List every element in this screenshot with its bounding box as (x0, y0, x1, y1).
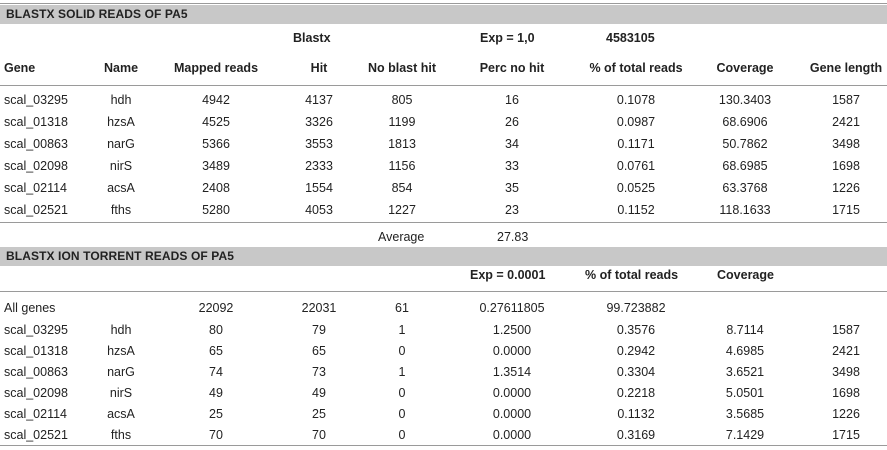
table-cell: 65 (312, 344, 326, 358)
table-cell: 3326 (305, 115, 333, 129)
table-cell: narG (107, 137, 135, 151)
table-cell: 1227 (388, 203, 416, 217)
table-cell: 0.27611805 (479, 301, 545, 315)
table-cell: scal_02521 (4, 203, 68, 217)
column-header: % of total reads (589, 61, 683, 75)
column-header: Coverage (716, 61, 774, 75)
solid-total-reads: 4583105 (606, 31, 655, 45)
table-cell: 65 (209, 344, 223, 358)
column-header: Gene (4, 61, 36, 75)
table-cell: 3.5685 (725, 407, 765, 421)
table-cell: 1199 (388, 115, 416, 129)
table-cell: 16 (505, 93, 519, 107)
table-cell: 63.3768 (722, 181, 768, 195)
table-cell: All genes (4, 301, 56, 315)
table-cell: 0.0000 (492, 428, 532, 442)
column-header: Perc no hit (479, 61, 545, 75)
table-cell: 68.6906 (722, 115, 768, 129)
table-cell: 1698 (832, 386, 860, 400)
table-cell: 0.3576 (616, 323, 656, 337)
table-cell: narG (107, 365, 135, 379)
solid-column-headers (0, 57, 887, 79)
ion-section-title: BLASTX ION TORRENT READS OF PA5 (0, 247, 887, 266)
table-cell: 2421 (832, 344, 860, 358)
table-cell: 5.0501 (725, 386, 765, 400)
table-cell: 1 (398, 323, 406, 337)
table-cell: 70 (209, 428, 223, 442)
table-cell: scal_01318 (4, 344, 68, 358)
table-cell: nirS (109, 386, 133, 400)
table-cell: 22092 (198, 301, 234, 315)
table-cell: 1698 (832, 159, 860, 173)
table-cell: 805 (391, 93, 413, 107)
table-cell: 4053 (305, 203, 333, 217)
table-cell: 61 (395, 301, 409, 315)
table-cell: 0.1171 (617, 137, 655, 151)
column-header: Gene length (809, 61, 883, 75)
table-cell: hdh (110, 323, 132, 337)
table-cell: 1.3514 (492, 365, 532, 379)
table-cell: 1226 (832, 407, 860, 421)
average-label: Average (378, 230, 425, 244)
table-cell: hzsA (107, 344, 135, 358)
table-cell: 0.1078 (616, 93, 656, 107)
table-row (0, 340, 887, 362)
blastx-label: Blastx (293, 31, 331, 45)
table-cell: 0 (398, 386, 406, 400)
table-cell: 3498 (832, 137, 860, 151)
table-cell: 99.723882 (606, 301, 666, 315)
table-row (0, 382, 887, 404)
table-cell: 0.0000 (492, 344, 532, 358)
column-header: No blast hit (367, 61, 437, 75)
table-cell: hzsA (107, 115, 135, 129)
table-cell: scal_03295 (4, 93, 68, 107)
table-cell: 1156 (388, 159, 416, 173)
table-cell: scal_00863 (4, 365, 68, 379)
table-cell: 22031 (301, 301, 337, 315)
table-cell: 0.0987 (616, 115, 656, 129)
table-cell: 2421 (832, 115, 860, 129)
column-header: Mapped reads (173, 61, 259, 75)
table-cell: 3489 (202, 159, 230, 173)
table-cell: 35 (505, 181, 519, 195)
solid-exp-label: Exp = 1,0 (480, 31, 535, 45)
ion-header-rule (0, 291, 887, 292)
table-cell: 7.1429 (725, 428, 765, 442)
table-cell: nirS (109, 159, 133, 173)
ion-coverage-label: Coverage (717, 268, 774, 282)
table-cell: 4525 (202, 115, 230, 129)
table-cell: 2333 (305, 159, 333, 173)
table-cell: scal_02521 (4, 428, 68, 442)
table-cell: 3.6521 (725, 365, 765, 379)
table-cell: acsA (107, 181, 135, 195)
table-row (0, 403, 887, 425)
ion-total-label: % of total reads (585, 268, 679, 282)
table-cell: 4942 (202, 93, 230, 107)
table-cell: 25 (209, 407, 223, 421)
solid-header-rule (0, 85, 887, 86)
table-cell: 8.7114 (726, 323, 764, 337)
all-genes-row (0, 297, 887, 319)
table-cell: 1554 (305, 181, 333, 195)
table-row (0, 155, 887, 177)
table-cell: scal_00863 (4, 137, 68, 151)
solid-section-title: BLASTX SOLID READS OF PA5 (0, 5, 887, 24)
table-cell: 5366 (202, 137, 230, 151)
table-cell: 23 (505, 203, 519, 217)
average-value: 27.83 (497, 230, 529, 244)
table-cell: 33 (505, 159, 519, 173)
table-cell: acsA (107, 407, 135, 421)
solid-bottom-rule (0, 222, 887, 223)
table-cell: 0.2218 (616, 386, 656, 400)
table-cell: 130.3403 (718, 93, 772, 107)
table-cell: 1226 (832, 181, 860, 195)
table-cell: scal_01318 (4, 115, 68, 129)
table-cell: 70 (312, 428, 326, 442)
solid-header-top (0, 27, 887, 49)
table-cell: 854 (391, 181, 413, 195)
table-cell: 73 (312, 365, 326, 379)
table-cell: 74 (209, 365, 223, 379)
table-cell: 0.1152 (617, 203, 655, 217)
table-row (0, 361, 887, 383)
table-cell: 1587 (832, 323, 860, 337)
table-cell: 49 (312, 386, 326, 400)
table-row (0, 177, 887, 199)
table-row (0, 319, 887, 341)
table-cell: 26 (505, 115, 519, 129)
top-rule (0, 3, 887, 4)
table-cell: scal_02098 (4, 386, 68, 400)
table-cell: 0.0761 (616, 159, 656, 173)
table-cell: hdh (110, 93, 132, 107)
table-cell: 0.0000 (492, 407, 532, 421)
table-cell: 4137 (305, 93, 333, 107)
table-cell: 34 (505, 137, 519, 151)
table-cell: 5280 (202, 203, 230, 217)
table-cell: scal_03295 (4, 323, 68, 337)
table-cell: 1813 (388, 137, 416, 151)
table-row (0, 199, 887, 221)
table-cell: fths (110, 203, 132, 217)
table-cell: 68.6985 (722, 159, 768, 173)
table-cell: 79 (312, 323, 326, 337)
table-cell: 50.7862 (722, 137, 768, 151)
table-cell: 0 (398, 428, 406, 442)
table-cell: 2408 (202, 181, 230, 195)
table-row (0, 424, 887, 446)
table-cell: 4.6985 (725, 344, 765, 358)
column-header: Hit (310, 61, 328, 75)
table-cell: 0.2942 (616, 344, 656, 358)
column-header: Name (103, 61, 139, 75)
table-cell: 1715 (832, 428, 860, 442)
table-row (0, 89, 887, 111)
table-cell: 1 (398, 365, 406, 379)
table-cell: scal_02114 (4, 407, 68, 421)
table-cell: 0.3304 (616, 365, 656, 379)
table-cell: fths (110, 428, 132, 442)
table-cell: scal_02098 (4, 159, 68, 173)
solid-average-row (0, 226, 887, 248)
table-cell: scal_02114 (4, 181, 68, 195)
ion-exp-label: Exp = 0.0001 (470, 268, 546, 282)
table-cell: 80 (209, 323, 223, 337)
table-cell: 0.3169 (616, 428, 656, 442)
table-cell: 3498 (832, 365, 860, 379)
table-cell: 1.2500 (492, 323, 532, 337)
table-cell: 0.0000 (492, 386, 532, 400)
table-cell: 0 (398, 407, 406, 421)
table-cell: 1587 (832, 93, 860, 107)
ion-bottom-rule (0, 445, 887, 446)
table-cell: 118.1633 (719, 203, 771, 217)
table-cell: 0.0525 (616, 181, 656, 195)
table-cell: 49 (209, 386, 223, 400)
table-row (0, 111, 887, 133)
table-cell: 0 (398, 344, 406, 358)
ion-column-headers (0, 264, 887, 286)
table-cell: 1715 (832, 203, 860, 217)
table-row (0, 133, 887, 155)
table-cell: 25 (312, 407, 326, 421)
table-cell: 0.1132 (617, 407, 655, 421)
table-cell: 3553 (305, 137, 333, 151)
